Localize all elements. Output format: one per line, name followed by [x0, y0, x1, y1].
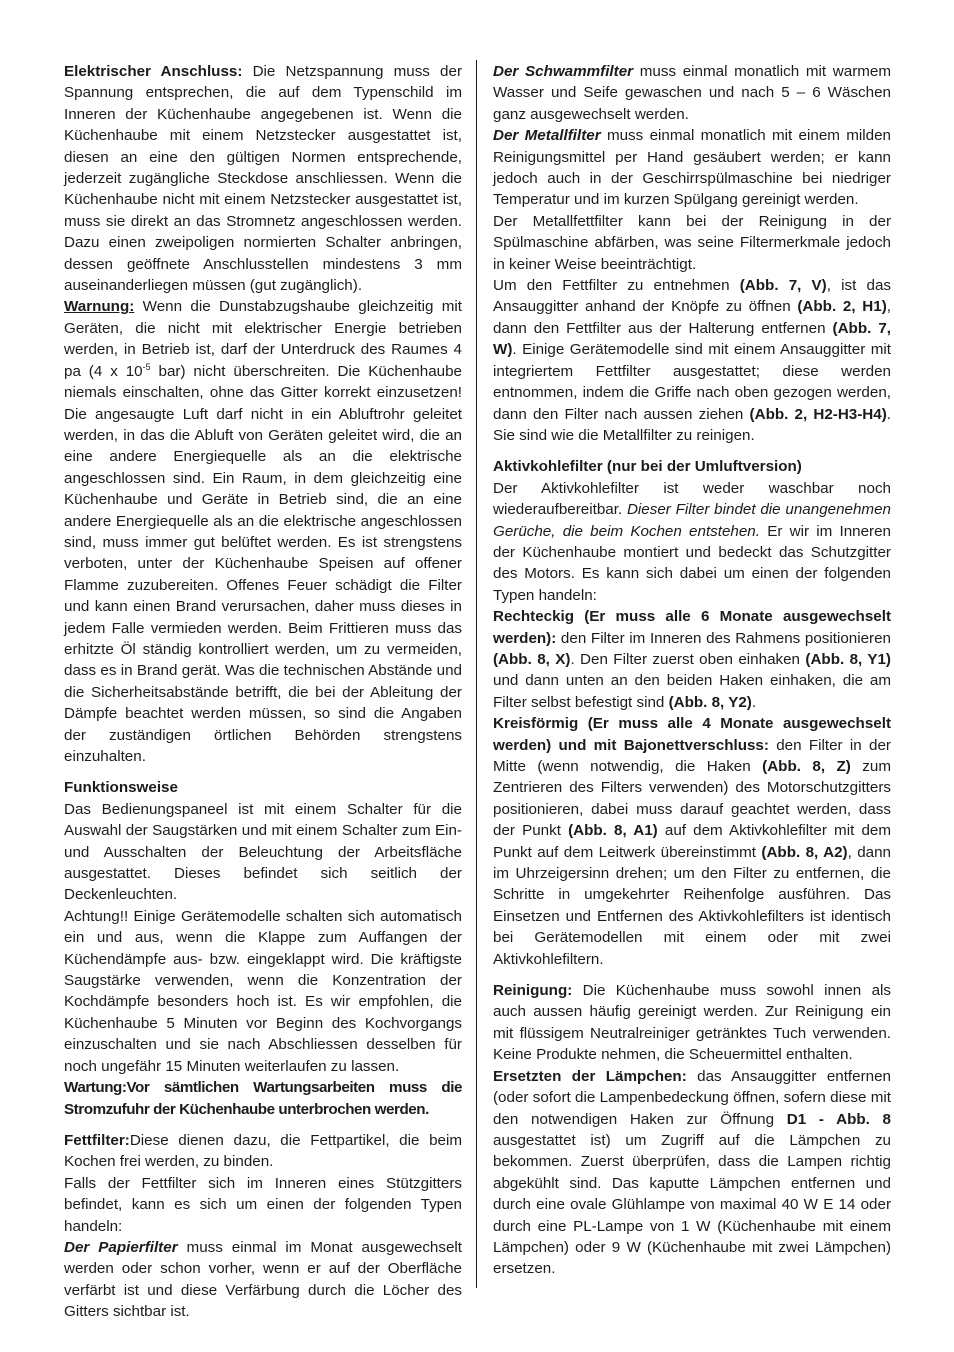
reinigung-text: Die Küchenhaube muss sowohl innen als auch aussen häufig gereinigt werden. Zur Reinigung ein mit flüssigem Neutralreiniger getränktes Tuch verwenden. Keine Produkte nehmen, die Scheuermittel enthalten.: [493, 982, 891, 1064]
rechteckig-ref-2: (Abb. 8, Y1): [805, 650, 891, 668]
column-divider: [476, 60, 477, 1288]
aktiv-text-1: Der Aktivkohlefilter ist weder waschbar noch wiederaufbereitbar.: [493, 479, 891, 519]
wartung-notice: [64, 1077, 462, 1120]
rechteckig-text-1: den Filter im Inneren des Rahmens positionieren: [556, 629, 891, 647]
rechteckig-paragraph: [493, 606, 891, 713]
section-reinigung: [493, 980, 891, 1066]
schwammfilter-paragraph: [493, 61, 891, 125]
schwammfilter-label: Der Schwammfilter: [493, 63, 634, 80]
rechteckig-label: Rechteckig (Er muss alle 6 Monate ausgewechselt werden):: [493, 608, 891, 647]
fettfilter-p2: Falls der Fettfilter sich im Inneren eines Stützgitters befindet, kann es sich um einen der folgenden Typen handeln:: [64, 1174, 462, 1235]
rechteckig-ref-1: (Abb. 8, X): [493, 650, 571, 668]
entnehmen-ref-1: (Abb. 7, V): [739, 277, 827, 295]
kreisfoermig-label: Kreisförmig (Er muss alle 4 Monate ausgewechselt werden) und mit Bajonettverschluss:: [493, 715, 891, 754]
kreis-ref-2: (Abb. 8, A1): [568, 822, 658, 840]
rechteckig-ref-3: (Abb. 8, Y2): [668, 693, 752, 711]
fettfilter-entnehmen-paragraph: [493, 275, 891, 446]
left-column: [64, 61, 462, 1323]
anschluss-label: Elektrischer Anschluss:: [64, 63, 243, 80]
kreis-ref-1: (Abb. 8, Z): [762, 758, 851, 775]
fettfilter-label: Fettfilter:: [64, 1131, 130, 1149]
entnehmen-text-4: . Einige Gerätemodelle sind mit einem Ansauggitter mit integriertem Fettfilter ausgestattet; diese werden entnommen, indem die Griffe nach oben gezogen werden, dann den Filter nach aussen ziehen: [493, 341, 891, 423]
section-fettfilter: [64, 1130, 462, 1173]
entnehmen-ref-2: (Abb. 2, H1): [797, 298, 887, 316]
rechteckig-text-2: . Den Filter zuerst oben einhaken: [570, 650, 806, 668]
warnung-text-b: bar) nicht überschreiten. Die Küchenhaube niemals einschalten, ohne das Gitter korrekt einzusetzen! Die angesaugte Luft darf nicht in ein Abluftrohr geleitet werden, in das die Abluft von Geräten geleitet wird, die an eine andere Energiequelle als an die elektrische angeschlossen sind. Ein Raum, in dem gleichzeitig eine Küchenhaube und Geräte in Betrieb sind, die an eine andere Energiequelle als an die elektrische angeschlossen sind, muss immer gut belüftet werden. Es ist strengstens verboten, unter der Küchenhaube Speisen auf offener Flamme zuzubereiten. Offenes Feuer schädigt die Filter und kann einen Brand verursachen, daher muss dieses in jedem Falle vermieden werden. Beim Frittieren muss das erhitzte Öl ständig kontrolliert werden, um zu vermeiden, dass es in Brand gerät. Was die technischen Abstände und die Sicherheitsabstände betrifft, die bei der Ableitung der Dämpfe beachtet werden müssen, so sind die Angaben der zuständigen örtlichen Behörden strengstens einzuhalten.: [64, 362, 462, 765]
entnehmen-text-5: . Sie sind wie die Metallfilter zu reinigen.: [493, 405, 891, 444]
aktiv-text-2: Er wir im Inneren der Küchenhaube montiert und bedeckt das Schutzgitter des Motors. Es kann sich dabei um einen der folgenden Typen handeln:: [493, 522, 891, 604]
funktionsweise-p1: Das Bedienungspaneel ist mit einem Schalter für die Auswahl der Saugstärken und mit einem Schalter zum Ein- und Ausschalten der Beleuchtung der Arbeitsfläche ausgestattet. Dieses befindet sich seitlich der Deckenleuchten.: [64, 800, 462, 904]
papierfilter-text: muss einmal im Monat ausgewechselt werden oder schon vorher, wenn er auf der Oberfläche verfärbt ist und diese Verfärbung durch die Löcher des Gitters sichtbar ist.: [64, 1238, 463, 1321]
lampen-label: Ersetzten der Lämpchen:: [493, 1067, 687, 1085]
entnehmen-ref-3: (Abb. 7, W): [493, 319, 892, 359]
schwammfilter-text: muss einmal monatlich mit warmem Wasser und Seife gewaschen und nach 5 – 6 Wäschen ganz ausgewechselt werden.: [493, 63, 892, 123]
aktivkohlefilter-heading: Aktivkohlefilter (nur bei der Umluftversion): [493, 458, 802, 476]
lampen-text-1: das Ansauggitter entfernen (oder sofort die Lampenbedeckung öffnen, sofern diese mit den notwendigen Haken zur Öffnung: [493, 1067, 891, 1128]
rechteckig-text-3: und dann unten an den beiden Haken einhaken, die am Filter selbst befestigt sind: [493, 672, 891, 711]
section-lampen: [493, 1066, 891, 1280]
entnehmen-text-1: Um den Fettfilter zu entnehmen: [493, 277, 740, 295]
kreis-text-3: auf dem Aktivkohlefilter mit dem Punkt auf dem Leitwerk übereinstimmt: [493, 822, 891, 861]
rechteckig-text-4: .: [751, 693, 757, 711]
wartung-text: Wartung:Vor sämtlichen Wartungsarbeiten muss die Stromzufuhr der Küchenhaube unterbrochen werden.: [64, 1079, 462, 1118]
warnung-exponent: -5: [142, 361, 151, 372]
lampen-ref-1: D1 - Abb. 8: [786, 1110, 891, 1128]
right-column: [493, 61, 891, 1280]
papierfilter-label: Der Papierfilter: [64, 1238, 178, 1256]
entnehmen-text-2: , ist das Ansauggitter anhand der Knöpfe zu öffnen: [493, 277, 891, 316]
kreis-text-4: , dann im Uhrzeigersinn drehen; um den Filter zu entfernen, die Schritte in umgekehrter Reihenfolge ausführen. Das Einsetzen und Entfernen des Aktivkohlefilters ist identisch bei Gerätemodellen mit einem oder mit zwei Aktivkohlefiltern.: [493, 843, 891, 968]
entnehmen-ref-4: (Abb. 2, H2-H3-H4): [749, 405, 887, 423]
warnung-text-a: Wenn die Dunstabzugshaube gleichzeitig mit Geräten, die nicht mit elektrischer Energie betrieben werden, in Betrieb ist, darf der Unterdruck des Raumes 4 pa (4 x 10: [64, 298, 462, 380]
kreisfoermig-paragraph: [493, 713, 891, 970]
entnehmen-text-3: , dann den Fettfilter aus der Halterung entfernen: [493, 298, 891, 337]
kreis-text-1: den Filter in der Mitte (wenn notwendig, die Haken: [493, 736, 891, 775]
section-warnung: [64, 296, 462, 767]
aktiv-italic: Dieser Filter bindet die unangenehmen Gerüche, die beim Kochen entstehen.: [493, 501, 891, 540]
kreis-text-2: zum Zentrieren des Filters verwenden) des Motorschutzgitters positionieren, dabei muss darauf geachtet werden, dass der Punkt: [493, 758, 891, 840]
section-elektrischer-anschluss: [64, 61, 462, 296]
metallfilter-text: muss einmal monatlich mit einem milden Reinigungsmittel per Hand gesäubert werden; er kann jedoch auch in der Geschirrspülmaschine bei niedriger Temperatur und im kurzen Spülgang gereinigt werden.: [493, 127, 891, 209]
section-aktivkohlefilter: [493, 456, 891, 606]
lampen-text-2: ausgestattet ist) um Zugriff auf die Lämpchen zu bekommen. Zuerst überprüfen, dass die Lampen richtig abgekühlt sind. Das kaputte Lämpchen entfernen und durch eine ovale Glühlampe von maximal 40 W E 14 oder durch eine PL-Lampe von 1 W (Küchenhaube mit einem Lämpchen) oder 9 W (Küchenhaube mit zwei Lämpchen) ersetzen.: [493, 1131, 891, 1278]
anschluss-text: Die Netzspannung muss der Spannung entsprechen, die auf dem Typenschild im Inneren der Küchenhaube angegebenen ist. Wenn die Küchenhaube mit einem Netzstecker ausgestattet ist, diesen an eine den gültigen Normen entsprechende, jederzeit zugängliche Steckdose anschliessen. Wenn die Küchenhaube nicht mit einem Netzstecker ausgestattet ist, muss sie direkt an das Stromnetz angeschlossen werden. Dazu einen zweipoligen normierten Schalter anbringen, dessen geöffnete Anschlusstellen mindestens 3 mm auseinanderliegen müssen (gut zugänglich).: [64, 63, 462, 295]
section-funktionsweise: [64, 777, 462, 905]
metallfilter-label: Der Metallfilter: [493, 127, 601, 145]
papierfilter-paragraph: [64, 1237, 462, 1323]
warnung-label: Warnung:: [64, 298, 135, 316]
reinigung-label: Reinigung:: [493, 982, 573, 1000]
fettfilter-text: Diese dienen dazu, die Fettpartikel, die beim Kochen frei werden, zu binden.: [64, 1131, 462, 1171]
funktionsweise-p2: Achtung!! Einige Gerätemodelle schalten sich automatisch ein und aus, wenn die Klappe zum Auffangen der Küchendämpfe aus- bzw. eingeklappt wird. Die kräftigste Saugstärke verwenden, wenn die Konzentration der Kochdämpfe besonders hoch ist. Es wir empfohlen, die Küchenhaube 5 Minuten vor Beginn des Kochvorgangs einzuschalten und sie nach Abschliessen desselben für noch ungefähr 15 Minuten weiterlaufen zu lassen.: [64, 907, 462, 1075]
metallfilter-paragraph: [493, 125, 891, 211]
metallfilter-p2: Der Metallfettfilter kann bei der Reinigung in der Spülmaschine abfärben, was seine Filtermerkmale jedoch in keiner Weise beeinträchtigt.: [493, 212, 891, 273]
kreis-ref-3: (Abb. 8, A2): [761, 843, 848, 861]
funktionsweise-heading: Funktionsweise: [64, 779, 178, 797]
